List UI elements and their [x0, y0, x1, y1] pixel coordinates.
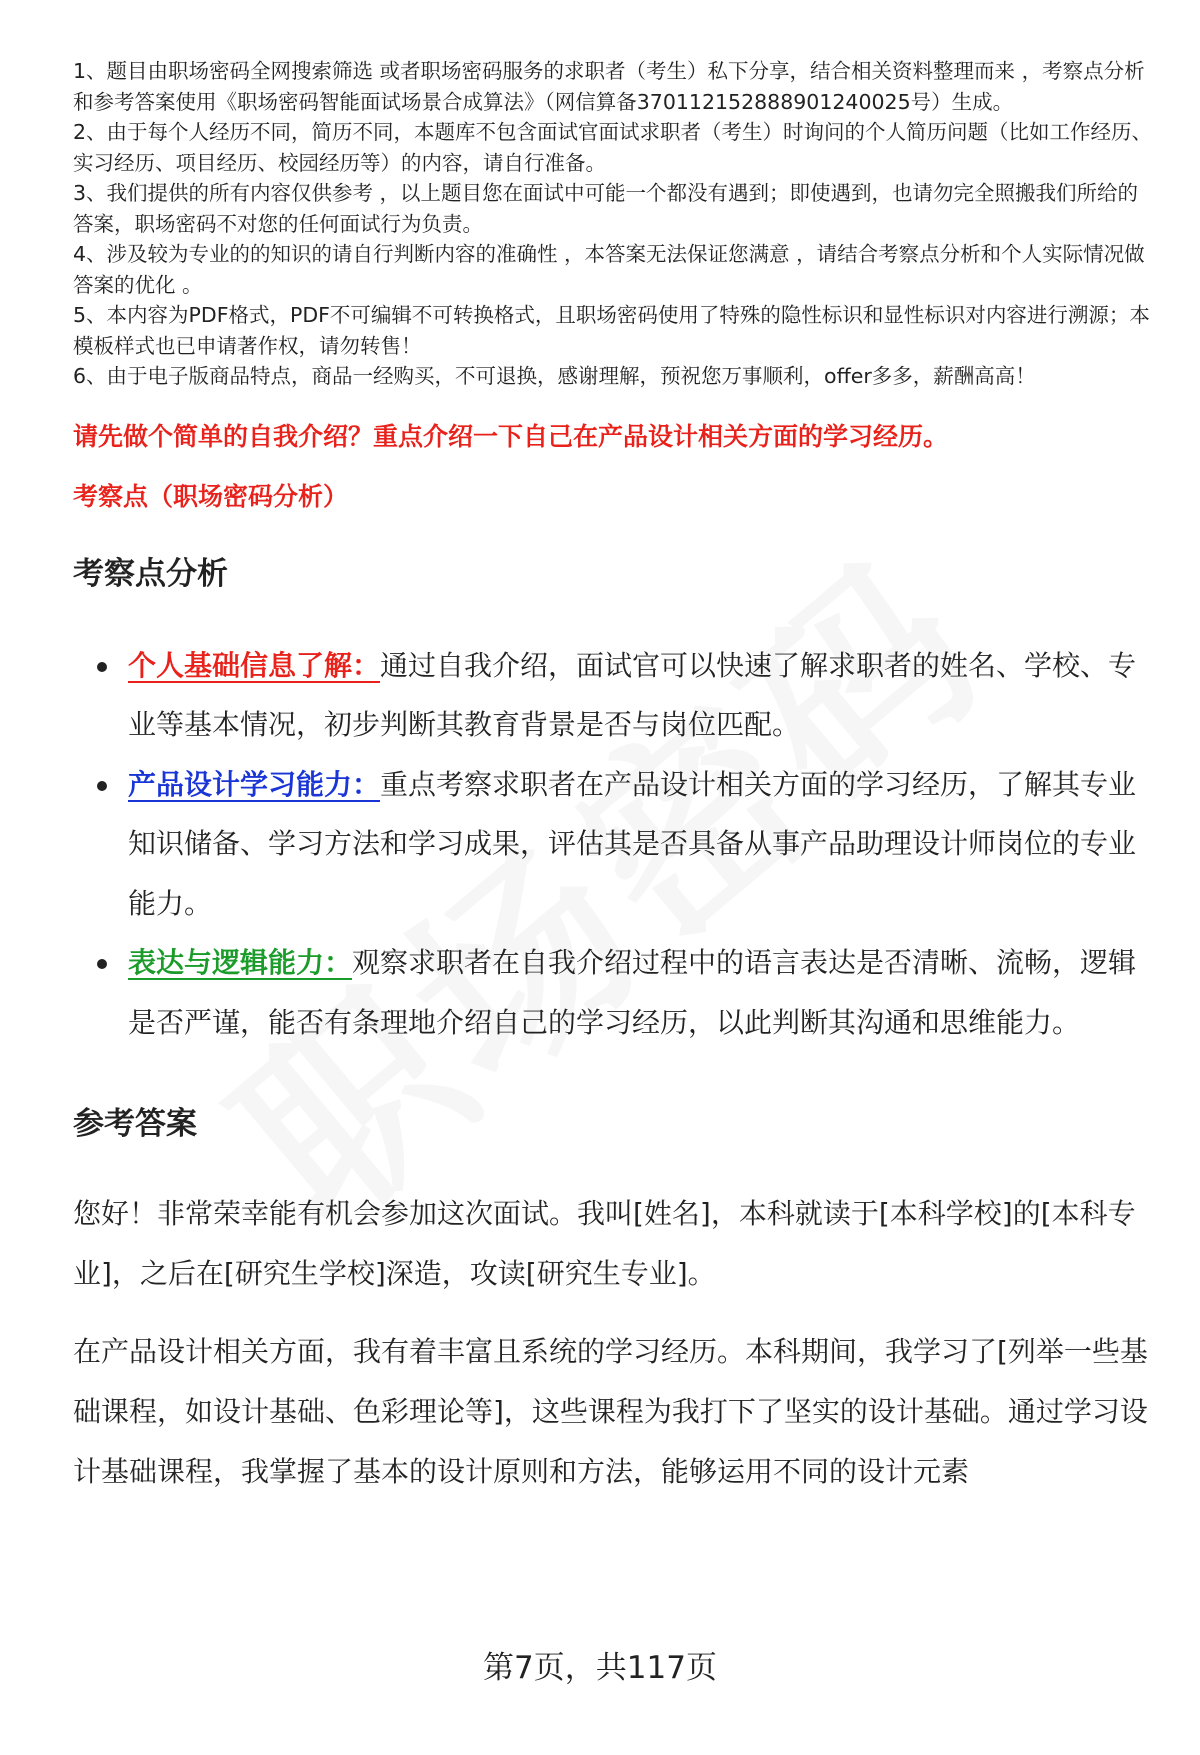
analysis-points	[73, 636, 1158, 1053]
analysis-point	[73, 755, 1158, 934]
page-number: 第7页，共117页	[483, 1650, 717, 1686]
analysis-point	[73, 636, 1158, 755]
answer-paragraph: 在产品设计相关方面，我有着丰富且系统的学习经历。本科期间，我学习了[列举一些基础课程，如设计基础、色彩理论等]，这些课程为我打下了坚实的设计基础。通过学习设计基础课程，我掌握了基本的设计原则和方法，能够运用不同的设计元素	[73, 1335, 1148, 1488]
notice-item: 5、本内容为PDF格式，PDF不可编辑不可转换格式，且职场密码使用了特殊的隐性标识和显性标识对内容进行溯源；本模板样式也已申请著作权，请勿转售！	[73, 303, 1150, 358]
answer-heading: 参考答案	[73, 1106, 197, 1142]
point-text: 通过自我介绍，面试官可以快速了解求职者的姓名、学校、专业等基本情况，初步判断其教育背景是否与岗位匹配。	[128, 648, 1137, 741]
point-label: 个人基础信息了解：	[128, 648, 381, 682]
point-text: 观察求职者在自我介绍过程中的语言表达是否清晰、流畅，逻辑是否严谨，能否有条理地介绍自己的学习经历，以此判断其沟通和思维能力。	[128, 946, 1137, 1039]
focus-title: 考察点（职场密码分析）	[73, 481, 349, 511]
interview-question: 请先做个简单的自我介绍？重点介绍一下自己在产品设计相关方面的学习经历。	[73, 421, 949, 451]
answer-paragraph: 您好！非常荣幸能有机会参加这次面试。我叫[姓名]，本科就读于[本科学校]的[本科专业]，之后在[研究生学校]深造，攻读[研究生专业]。	[73, 1197, 1136, 1290]
analysis-heading: 考察点分析	[73, 555, 228, 592]
point-label: 产品设计学习能力：	[128, 767, 381, 801]
analysis-point	[73, 933, 1158, 1052]
document-page	[73, 56, 1158, 1502]
notice-item: 2、由于每个人经历不同，简历不同，本题库不包含面试官面试求职者（考生）时询问的个人简历问题（比如工作经历、实习经历、项目经历、校园经历等）的内容，请自行准备。	[73, 120, 1153, 175]
point-text: 重点考察求职者在产品设计相关方面的学习经历，了解其专业知识储备、学习方法和学习成果，评估其是否具备从事产品助理设计师岗位的专业能力。	[128, 767, 1137, 920]
notice-item: 3、我们提供的所有内容仅供参考 ，以上题目您在面试中可能一个都没有遇到；即使遇到，也请勿完全照搬我们所给的答案，职场密码不对您的任何面试行为负责。	[73, 181, 1139, 236]
notice-list	[73, 56, 1158, 392]
notice-item: 4、涉及较为专业的的知识的请自行判断内容的准确性 ，本答案无法保证您满意 ，请结合考察点分析和个人实际情况做答案的优化 。	[73, 242, 1145, 297]
notice-item: 6、由于电子版商品特点，商品一经购买，不可退换，感谢理解，预祝您万事顺利，offer多多，薪酬高高！	[73, 364, 1036, 388]
notice-item: 1、题目由职场密码全网搜索筛选 或者职场密码服务的求职者（考生）私下分享，结合相关资料整理而来 ，考察点分析和参考答案使用《职场密码智能面试场景合成算法》（网信算备370112152888901240025号）生成。	[73, 59, 1145, 114]
point-label: 表达与逻辑能力：	[128, 946, 353, 979]
